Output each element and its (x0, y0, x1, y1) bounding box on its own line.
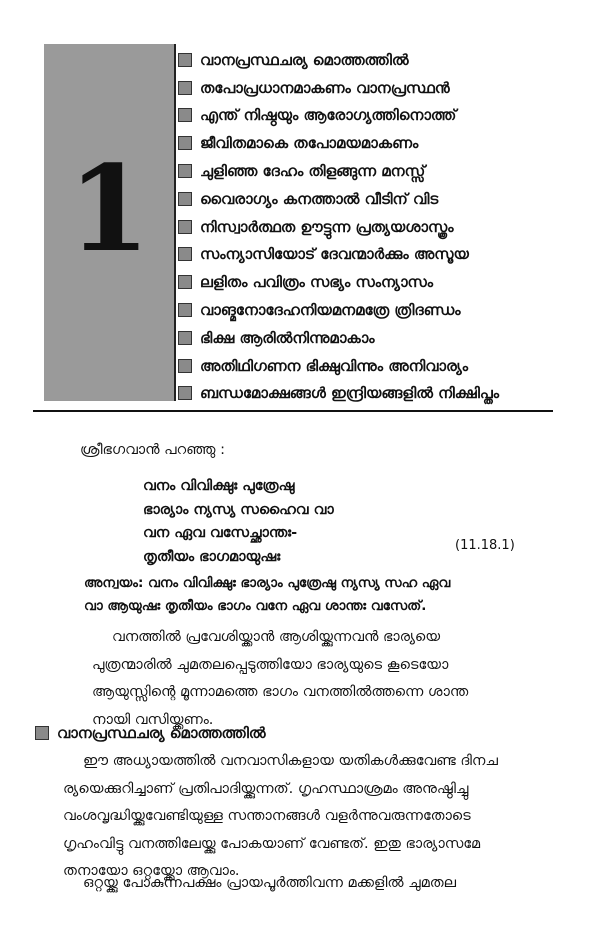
square-bullet-icon (178, 136, 192, 150)
square-bullet-icon (178, 108, 192, 122)
meaning-line: വനത്തിൽ പ്രവേശിയ്ക്കാൻ ആശിയ്ക്കുന്നവൻ ഭാര്യയെ (112, 629, 441, 645)
body-paragraph (63, 748, 583, 886)
meaning-line: ആയുസ്സിന്റെ മൂന്നാമത്തെ ഭാഗം വനത്തിൽത്തന്നെ ശാന്ത (92, 684, 469, 700)
paragraph-line: തനായോ ഒറ്റയ്ക്കോ ആവാം. (63, 863, 240, 879)
paragraph-line: വംശവൃദ്ധിയ്ക്കുവേണ്ടിയുള്ള സന്താനങ്ങൾ വളർന്നുവരുന്നതോടെ (63, 808, 471, 824)
verse-meaning (92, 624, 572, 734)
topic-item: എന്ത് നിഷ്ഠയും ആരോഗ്യത്തിനൊത്ത് (178, 102, 598, 130)
square-bullet-icon (178, 303, 192, 317)
square-bullet-icon (178, 386, 192, 400)
anvaya-line: വാ ആയുഷഃ തൃതീയം ഭാഗം വനേ ഏവ ശാന്തഃ വസേത്. (84, 598, 427, 614)
topic-item: ലളിതം പവിത്രം സഭ്യം സംന്യാസം (178, 268, 598, 296)
verse-reference: (11.18.1) (455, 538, 515, 553)
meaning-line: പുത്രന്മാരിൽ ചുമതലപ്പെടുത്തിയോ ഭാര്യയുടെ കൂടെയോ (92, 656, 449, 673)
square-bullet-icon (178, 81, 192, 95)
paragraph-line: ര്യയെക്കുറിച്ചാണ് പ്രതിപാദിയ്ക്കുന്നത്. ഗൃഹസ്ഥാശ്രമം അനുഷ്ഠിച്ചു (63, 780, 469, 797)
speaker-line: ശ്രീഭഗവാൻ പറഞ്ഞു : (80, 442, 225, 458)
paragraph-line: ഒറ്റയ്ക്കു പോകുന്നപക്ഷം പ്രായപൂർത്തിവന്ന മക്കളിൽ ചുമതല (83, 875, 457, 891)
chapter-topics-list (178, 46, 598, 407)
verse-line: തൃതീയം ഭാഗമായുഷഃ (143, 548, 281, 565)
topic-item: നിസ്വാർത്ഥത ഊട്ടുന്ന പ്രത്യയശാസ്ത്രം (178, 213, 598, 241)
square-bullet-icon (178, 164, 192, 178)
topic-item: തപോപ്രധാനമാകണം വാനപ്രസ്ഥൻ (178, 74, 598, 102)
body-paragraph (63, 870, 583, 898)
anvaya-line: അന്വയം: വനം വിവിക്ഷുഃ ഭാര്യാം പുത്രേഷു ന്യസ്യ സഹ ഏവ (84, 575, 451, 591)
square-bullet-icon (35, 726, 49, 740)
verse-line: വന ഏവ വസേച്ഛാന്തഃ- (143, 525, 298, 541)
topic-item: ജീവിതമാകെ തപോമയമാകണം (178, 129, 598, 157)
paragraph-line: ഈ അധ്യായത്തിൽ വനവാസികളായ യതികൾക്കുവേണ്ട ദിനച (83, 753, 498, 769)
square-bullet-icon (178, 359, 192, 373)
verse-line: ഭാര്യാം ന്യസ്യ സഹൈവ വാ (143, 501, 334, 518)
chapter-number: 1 (67, 139, 151, 278)
topic-item: സംന്യാസിയോട് ദേവന്മാർക്കും അസൂയ (178, 241, 598, 269)
square-bullet-icon (178, 275, 192, 289)
topic-item: വൈരാഗ്യം കനത്താൽ വീടിന് വിട (178, 185, 598, 213)
square-bullet-icon (178, 331, 192, 345)
horizontal-divider (33, 410, 553, 412)
topic-item: ചുളിഞ്ഞ ദേഹം തിളങ്ങുന്ന മനസ്സ് (178, 157, 598, 185)
topic-item: അതിഥിഗണന ഭിക്ഷുവിന്നും അനിവാര്യം (178, 352, 598, 380)
verse-line: വനം വിവിക്ഷുഃ പുത്രേഷു (143, 478, 295, 494)
paragraph-line: ഗൃഹംവിട്ടു വനത്തിലേയ്ക്കു പോകയാണ് വേണ്ടത്. ഇതു ഭാര്യാസമേ (63, 835, 481, 852)
topic-item: വാനപ്രസ്ഥചര്യ മൊത്തത്തിൽ (178, 46, 598, 74)
topic-item: ബന്ധമോക്ഷങ്ങൾ ഇന്ദ്രിയങ്ങളിൽ നിക്ഷിപ്തം (178, 380, 598, 408)
sanskrit-verse (143, 478, 563, 572)
square-bullet-icon (178, 192, 192, 206)
square-bullet-icon (178, 220, 192, 234)
anvaya-block (84, 572, 570, 618)
section-heading: വാനപ്രസ്ഥചര്യ മൊത്തത്തിൽ (35, 724, 266, 742)
topic-item: വാങ്മനോദേഹനിയമനമത്രേ ത്രിദണ്ഡം (178, 296, 598, 324)
square-bullet-icon (178, 53, 192, 67)
meaning-line: നായി വസിയ്ക്കണം. (92, 711, 214, 728)
square-bullet-icon (178, 247, 192, 261)
topic-item: ഭിക്ഷ ആരിൽനിന്നുമാകാം (178, 324, 598, 352)
